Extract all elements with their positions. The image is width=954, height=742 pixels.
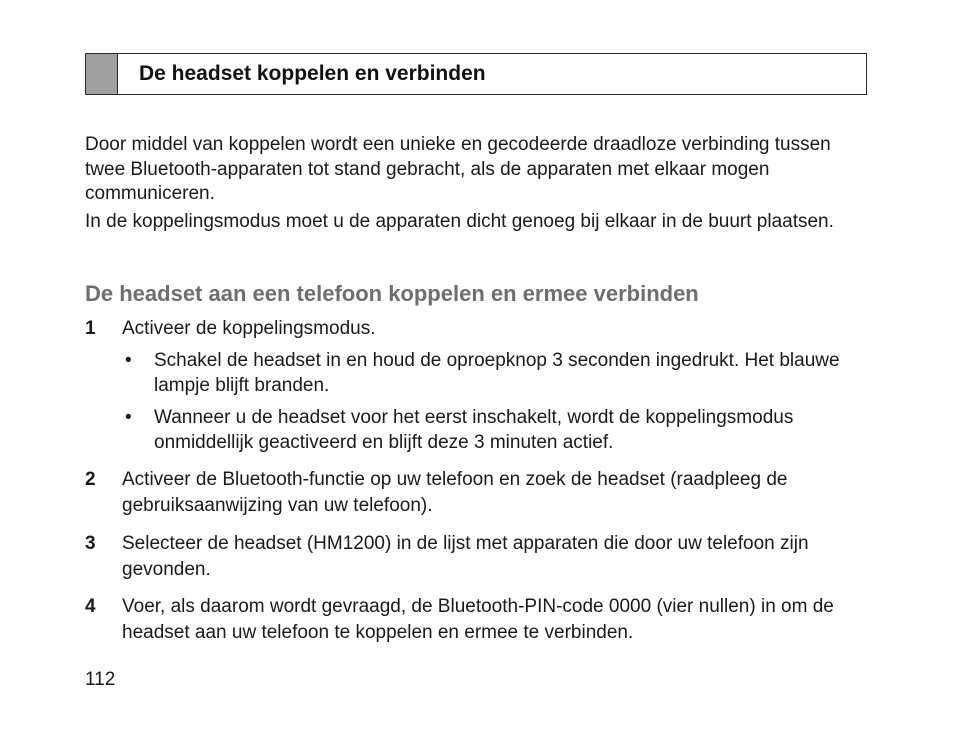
step-1-bullet-2 <box>122 406 872 455</box>
section-title: De headset koppelen en verbinden <box>139 62 486 85</box>
step-number: 3 <box>85 533 96 554</box>
step-1 <box>85 316 875 342</box>
step-number: 4 <box>85 596 96 617</box>
section-marker <box>86 54 118 94</box>
step-4 <box>85 594 875 646</box>
step-text: Activeer de Bluetooth-functie op uw telefoon en zoek de headset (raadpleeg de gebruiksaanwijzing van uw telefoon). <box>122 469 788 516</box>
bullet-icon: • <box>125 407 132 428</box>
step-text: Selecteer de headset (HM1200) in de lijst met apparaten die door uw telefoon zijn gevonden. <box>122 533 809 580</box>
step-text: Voer, als daarom wordt gevraagd, de Bluetooth-PIN-code 0000 (vier nullen) in om de headset aan uw telefoon te koppelen en ermee te verbinden. <box>122 596 834 643</box>
bullet-text: Schakel de headset in en houd de oproepknop 3 seconden ingedrukt. Het blauwe lampje blijft branden. <box>154 350 840 396</box>
page-number: 112 <box>85 669 116 690</box>
step-1-bullet-1 <box>122 349 872 398</box>
bullet-text: Wanneer u de headset voor het eerst inschakelt, wordt de koppelingsmodus onmiddellijk geactiveerd en blijft deze 3 minuten actief. <box>154 407 794 453</box>
step-number: 1 <box>85 318 96 339</box>
step-3 <box>85 531 875 583</box>
bullet-icon: • <box>125 350 132 371</box>
subheading: De headset aan een telefoon koppelen en ermee verbinden <box>85 281 699 306</box>
intro-paragraph-2: In de koppelingsmodus moet u de apparaten dicht genoeg bij elkaar in de buurt plaatsen. <box>85 211 834 232</box>
step-text: Activeer de koppelingsmodus. <box>122 318 376 339</box>
step-2 <box>85 467 875 519</box>
step-number: 2 <box>85 469 96 490</box>
intro-paragraph-1: Door middel van koppelen wordt een unieke en gecodeerde draadloze verbinding tussen twee Bluetooth-apparaten tot stand gebracht, als de apparaten met elkaar mogen communiceren. <box>85 134 831 204</box>
section-header <box>85 53 867 95</box>
